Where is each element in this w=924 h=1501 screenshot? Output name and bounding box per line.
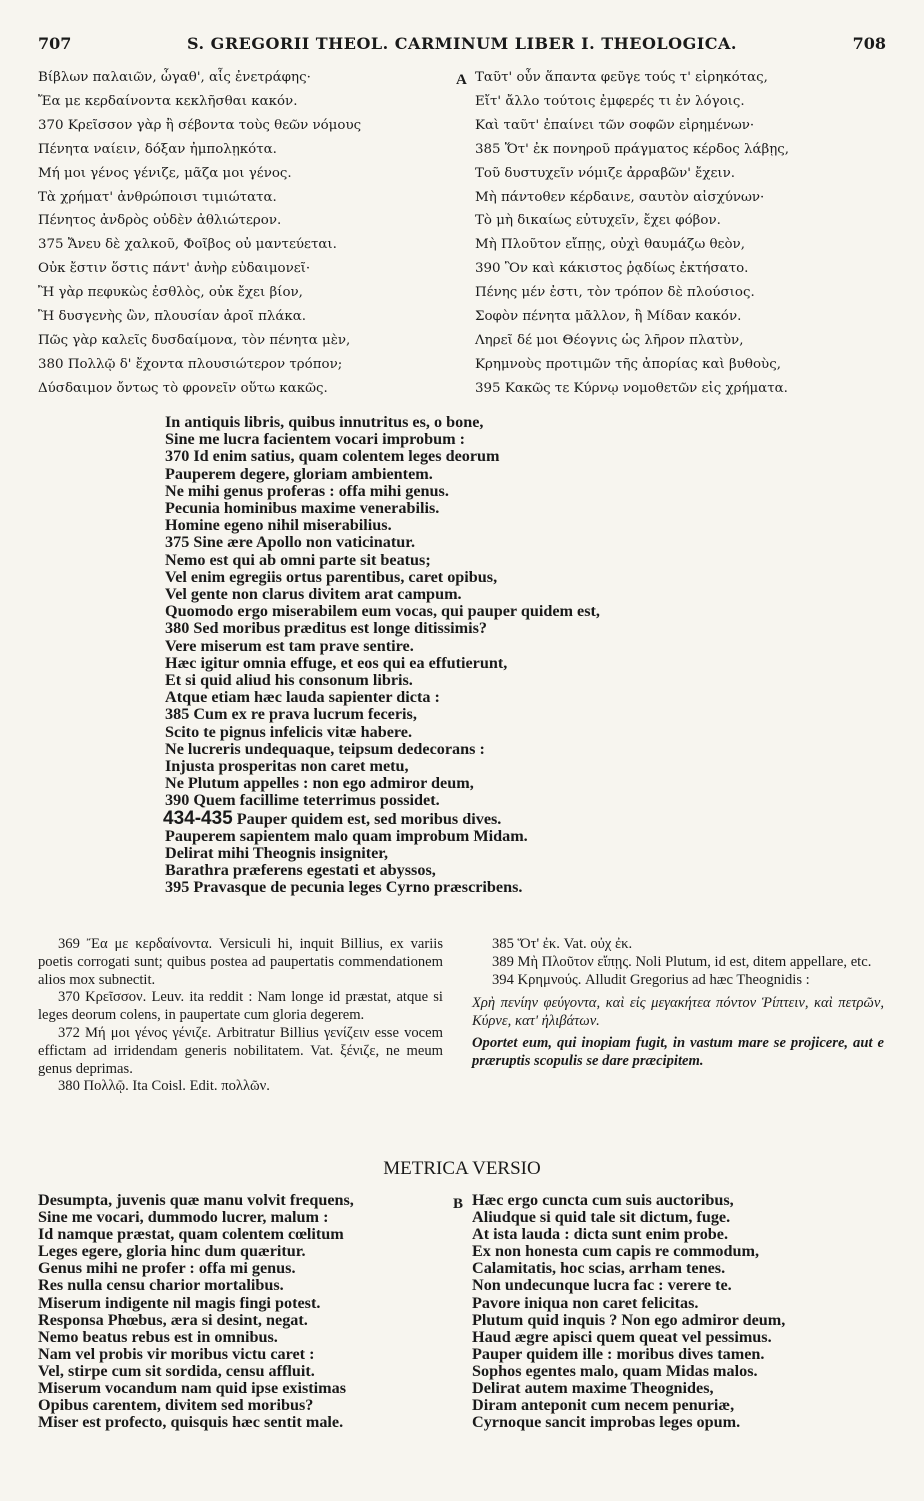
verse-line: Non undecunque lucra fac : verere te. [472,1276,732,1295]
latin-line: 370 Id enim satius, quam colentem leges deorum [165,447,500,466]
verse-line: Nemo beatus rebus est in omnibus. [38,1327,278,1346]
verse-line: Cyrnoque sancit improbas leges opum. [472,1413,741,1432]
greek-line: Τὰ χρήματ' ἀνθρώποισι τιμιώτατα. [38,189,277,205]
latin-line: Ne lucreris undequaque, teipsum dedecorans : [165,739,485,758]
verse-line: Pauper quidem ille : moribus dives tamen. [472,1344,765,1363]
verse-line: Nam vel probis vir moribus victu caret : [38,1344,315,1363]
latin-line: 385 Cum ex re prava lucrum feceris, [165,705,417,724]
verse-line: Diram anteponit cum necem penuriæ, [472,1396,735,1415]
verse-line: Aliudque si quid tale sit dictum, fuge. [472,1208,731,1227]
verse-line: Ex non honesta cum capis re commodum, [472,1242,760,1261]
latin-line: Injusta prosperitas non caret metu, [165,757,409,776]
metrica-right-column [472,1192,785,1431]
latin-line: Homine egeno nihil miserabilius. [165,516,392,535]
verse-line: Genus mihi ne profer : offa mi genus. [38,1259,296,1278]
latin-line: Pauper quidem est, sed moribus dives. [236,809,502,828]
verse-line: Vel, stirpe cum sit sordida, censu affluit. [38,1361,315,1380]
footnotes-right [472,936,884,1071]
footnotes-left [38,936,443,1096]
latin-line: Atque etiam hæc lauda sapienter dicta : [165,688,440,707]
latin-line: 380 Sed moribus præditus est longe ditissimis? [165,619,487,638]
greek-line: 380 Πολλῷ δ' ἔχοντα πλουσιώτερον τρόπον; [38,356,343,372]
greek-right-column [475,66,789,401]
latin-line: Et si quid aliud his consonum libris. [165,671,413,690]
greek-line: Τὸ μὴ δικαίως εὐτυχεῖν, ἔχει φόβον. [475,213,721,229]
greek-line: Ἔα με κερδαίνοντα κεκλῆσθαι κακόν. [38,93,298,109]
latin-translation [165,414,600,897]
footnote: 380 Πολλῷ. Ita Coisl. Edit. πολλῶν. [58,1078,270,1095]
verse-line: Plutum quid inquis ? Non ego admiror deum, [472,1310,786,1329]
running-header [38,34,886,56]
footnote: 370 Κρεῖσσον. Leuv. ita reddit : Nam longe id præstat, atque si leges deorum colens, in paupertate cum gloria degerem. [38,989,443,1024]
footnote: 369 Ἔα με κερδαίνοντα. Versiculi hi, inquit Billius, ex variis poetis corrogati sunt; quibus postea ad paupertatis commendationem alios mox subnectit. [38,936,443,988]
latin-line: Pecunia hominibus maxime venerabilis. [165,499,440,518]
greek-line: Κρημνοὺς προτιμῶν τῆς ἀπορίας καὶ βυθοὺς, [475,356,781,372]
latin-line: Pauperem degere, gloriam ambientem. [165,464,433,483]
greek-line: Ἢ δυσγενὴς ὢν, πλουσίαν ἀροῖ πλάκα. [38,309,307,325]
greek-line: Οὐκ ἔστιν ὅστις πάντ' ἀνὴρ εὐδαιμονεῖ· [38,261,311,277]
latin-line-with-stamp [163,807,600,829]
footnote: 372 Μή μοι γένος γένιζε. Arbitratur Billius γενίζειν esse vocem effictam ad irridendam generis nobilitatem. Vat. ξένιζε, ne meum genus deprimas. [38,1024,443,1077]
latin-line: Ne Plutum appelles : non ego admiror deum, [165,774,474,793]
latin-line: Pauperem sapientem malo quam improbum Midam. [165,826,528,845]
latin-line: Vere miserum est tam prave sentire. [165,636,414,655]
verse-line: Delirat autem maxime Theognides, [472,1379,714,1398]
greek-line: Καὶ ταῦτ' ἐπαίνει τῶν σοφῶν εἰρημένων· [475,117,755,133]
greek-line: Μὴ πάντοθεν κέρδαινε, σαυτὸν αἰσχύνων· [475,189,765,205]
greek-line: Πῶς γὰρ καλεῖς δυσδαίμονα, τὸν πένητα μὲν, [38,332,351,348]
page-number-right: 708 [852,34,886,53]
greek-line: Βίβλων παλαιῶν, ὦγαθ', αἷς ἐνετράφης· [38,70,311,85]
greek-line: 395 Κακῶς τε Κύρνῳ νομοθετῶν εἰς χρήματα. [475,380,788,396]
greek-line: Δύσδαιμον ὄντως τὸ φρονεῖν οὕτω κακῶς. [38,380,328,396]
footnote-quote-greek: Χρὴ πενίην φεύγοντα, καὶ εἰς μεγακήτεα πόντον Ῥίπτειν, καὶ πετρῶν, Κύρνε, κατ' ἠλιβάτων. [472,995,884,1030]
verse-line: Opibus carentem, divitem sed moribus? [38,1396,314,1415]
latin-line: Vel gente non clarus divitem arat campum. [165,585,462,604]
verse-line: Miserum indigente nil magis fingi potest. [38,1293,321,1312]
greek-line: Σοφὸν πένητα μᾶλλον, ἢ Μίδαν κακόν. [475,309,742,325]
page-number-left: 707 [38,34,72,53]
greek-line: Εἴτ' ἄλλο τούτοις ἐμφερές τι ἐν λόγοις. [475,93,745,109]
column-marker-a: A [456,72,467,88]
latin-line: Scito te pignus infelicis vitæ habere. [165,722,413,741]
page-stamp: 434-435 [163,807,233,829]
greek-line: Ἢ γὰρ πεφυκὼς ἐσθλὸς, οὐκ ἔχει βίον, [38,285,303,301]
greek-line: 385 Ὅτ' ἐκ πονηροῦ πράγματος κέρδος λάβῃς, [475,141,790,157]
verse-line: Responsa Phœbus, æra si desint, negat. [38,1310,308,1329]
greek-line: 390 Ὃν καὶ κάκιστος ῥᾳδίως ἐκτήσατο. [475,261,749,277]
latin-line: Barathra præferens egestati et abyssos, [165,861,436,880]
greek-line: Πένητος ἀνδρὸς οὐδὲν ἀθλιώτερον. [38,213,282,229]
verse-line: Sine me vocari, dummodo lucrer, malum : [38,1208,329,1227]
section-title: METRICA VERSIO [383,1158,541,1179]
latin-line: Hæc igitur omnia effuge, et eos qui ea effutierunt, [165,653,508,672]
verse-line: Desumpta, juvenis quæ manu volvit frequens, [38,1191,354,1209]
greek-line: Πένητα ναίειν, δόξαν ἠμπολῃκότα. [38,141,277,157]
page-title: S. GREGORII THEOL. CARMINUM LIBER I. THEOLOGICA. [187,34,737,53]
footnote: 394 Κρημνούς. Alludit Gregorius ad hæc Theognidis : [492,971,810,988]
latin-line: Sine me lucra facientem vocari improbum : [165,430,466,449]
latin-line: 375 Sine ære Apollo non vaticinatur. [165,533,416,552]
verse-line: Leges egere, gloria hinc dum quæritur. [38,1242,306,1261]
column-marker-b: B [453,1196,464,1212]
verse-line: Miserum vocandum nam quid ipse existimas [38,1379,347,1398]
latin-line: Nemo est qui ab omni parte sit beatus; [165,550,431,569]
latin-line: Delirat mihi Theognis insigniter, [165,844,389,863]
greek-line: 375 Ἄνευ δὲ χαλκοῦ, Φοῖβος οὐ μαντεύεται. [38,237,337,253]
footnote: 385 Ὅτ' ἐκ. Vat. οὐχ ἐκ. [492,936,633,952]
footnote-quote-latin: Oportet eum, qui inopiam fugit, in vastum mare se projicere, aut e præruptis scopulis se dare præcipitem. [472,1034,884,1069]
verse-line: Miser est profecto, quisquis hæc sentit male. [38,1413,344,1432]
greek-left-column [38,66,361,401]
verse-line: At ista lauda : dicta sunt enim probe. [472,1225,729,1244]
latin-line: 395 Pravasque de pecunia leges Cyrno præscribens. [165,878,523,897]
verse-line: Calamitatis, hoc scias, arrham tenes. [472,1259,726,1278]
footnote: 389 Μὴ Πλοῦτον εἴπῃς. Noli Plutum, id est, ditem appellare, etc. [492,953,872,970]
verse-line: Haud ægre apisci quem queat vel pessimus. [472,1327,772,1346]
greek-line: Μὴ Πλοῦτον εἴπῃς, οὐχὶ θαυμάζω θεὸν, [475,237,745,253]
latin-line: 390 Quem facillime teterrimus possidet. [165,791,440,810]
verse-line: Res nulla censu charior mortalibus. [38,1276,284,1295]
greek-line: Μή μοι γένος γένιζε, μᾶζα μοι γένος. [38,165,292,181]
verse-line: Pavore iniqua non caret felicitas. [472,1293,699,1312]
metrica-left-column [38,1192,354,1431]
latin-line: Ne mihi genus proferas : offa mihi genus. [165,481,449,500]
latin-line: In antiquis libris, quibus innutritus es, o bone, [165,413,484,431]
latin-line: Quomodo ergo miserabilem eum vocas, qui pauper quidem est, [165,602,600,621]
verse-line: Sophos egentes malo, quam Midas malos. [472,1361,758,1380]
greek-line: Ληρεῖ δέ μοι Θέογνις ὡς λῆρον πλατὺν, [475,332,744,348]
verse-line: Id namque præstat, quam colentem cœlitum [38,1225,344,1244]
greek-line: Τοῦ δυστυχεῖν νόμιζε ἀρραβῶν' ἔχειν. [475,165,736,181]
verse-line: Hæc ergo cuncta cum suis auctoribus, [472,1191,734,1209]
latin-line: Vel enim egregiis ortus parentibus, caret opibus, [165,567,498,586]
greek-line: Πένης μέν ἐστι, τὸν τρόπον δὲ πλούσιος. [475,285,755,301]
greek-line: 370 Κρεῖσσον γὰρ ἢ σέβοντα τοὺς θεῶν νόμους [38,117,362,133]
greek-line: Ταῦτ' οὖν ἅπαντα φεῦγε τούς τ' εἰρηκότας, [475,70,768,85]
